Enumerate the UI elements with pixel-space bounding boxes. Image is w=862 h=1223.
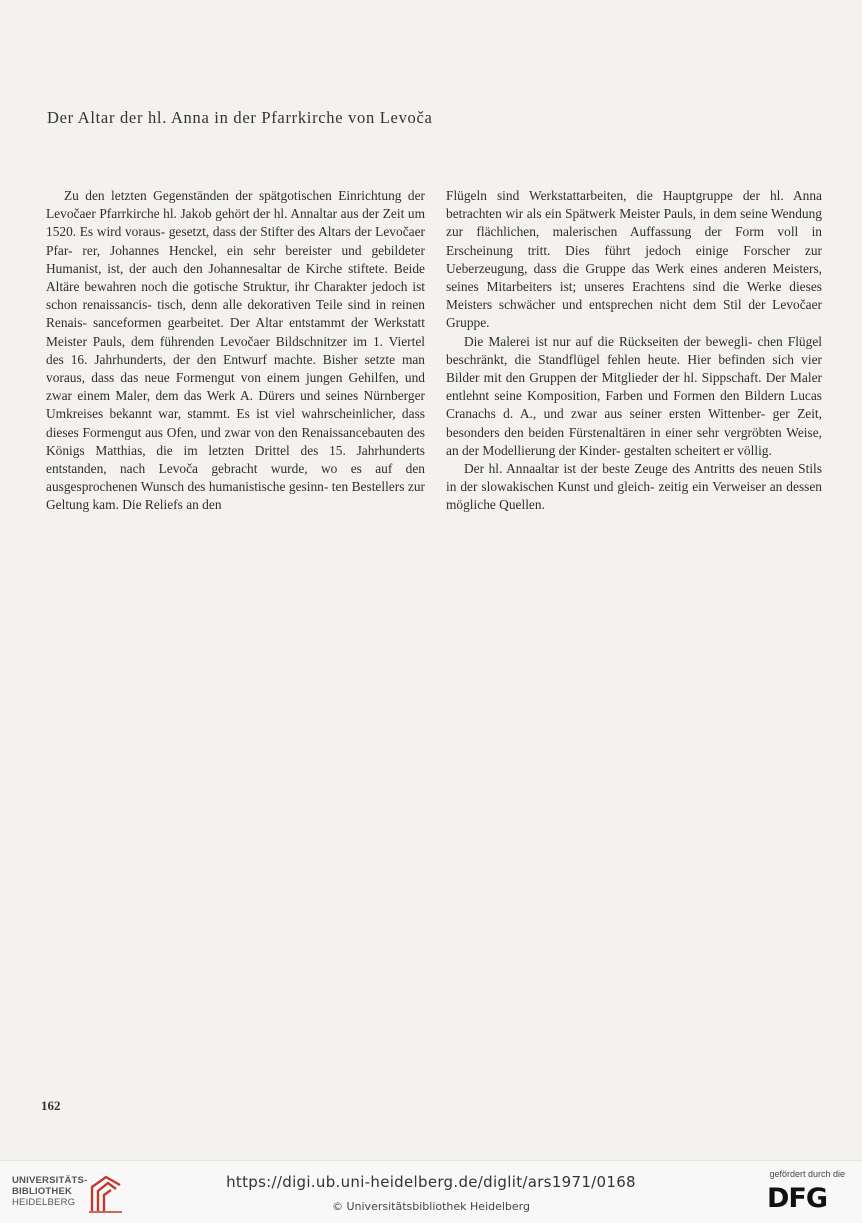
viewer-footer xyxy=(0,1160,862,1223)
dfg-caption: gefördert durch die xyxy=(769,1169,845,1179)
dfg-logo[interactable] xyxy=(755,1169,855,1219)
dfg-wordmark: DFG xyxy=(767,1183,828,1214)
library-name-line: BIBLIOTHEK xyxy=(12,1186,73,1197)
paragraph: Die Malerei ist nur auf die Rückseiten der bewegli- chen Flügel beschränkt, die Standflügel fehlen heute. Hier befinden sich vier Bilder mit den Gruppen der Mitglieder der hl. Sippschaft. Der Maler entlehnt seine Komposition, Farben und Formen den Bildern Lucas Cranachs d. A., und zwar aus seiner ersten Wittenber- ger Zeit, besonders den beiden Fürstenaltären in einer sehr vergröbten Weise, an der Modellierung der Kinder- gestalten scheitert er völlig. xyxy=(446,333,822,458)
copyright-notice: © Universitätsbibliothek Heidelberg xyxy=(331,1200,530,1213)
right-column xyxy=(446,187,822,515)
paragraph: Der hl. Annaaltar ist der beste Zeuge des Antritts des neuen Stils in der slowakischen Kunst und gleich- zeitig ein Verweiser an dessen mögliche Quellen. xyxy=(446,461,822,513)
paragraph: Flügeln sind Werkstattarbeiten, die Hauptgruppe der hl. Anna betrachten wir als ein Spätwerk Meister Pauls, in dem seine Wendung zur flächlichen, malerischen Auffassung der Form voll in Erscheinung tritt. Dies führt jedoch einige Forscher zur Ueberzeugung, dass die Gruppe das Werk eines anderen Meisters, seines Mitarbeiters ist; unseres Erachtens sind die Werke dieses Meisters schwächer und entsprechen nicht dem Stil der Levočaer Gruppe. xyxy=(446,188,822,331)
permalink-url[interactable]: https://digi.ub.uni-heidelberg.de/diglit/ars1971/0168 xyxy=(226,1173,636,1191)
left-column xyxy=(46,187,425,515)
library-name-line: UNIVERSITÄTS- xyxy=(12,1175,88,1186)
paragraph: Zu den letzten Gegenständen der spätgotischen Einrichtung der Levočaer Pfarrkirche hl. Jakob gehört der hl. Annaltar aus der Zeit um 1520. Es wird voraus- gesetzt, dass der Stifter des Altars der Levočaer Pfar- rer, Johannes Henckel, ein sehr bereister und gebildeter Humanist, ist, der auch den Johannesaltar de Kirche stiftete. Beide Altäre bewahren noch die gotische Struktur, ihr Charakter jedoch ist schon renaissancis- tisch, denn alle dekorativen Teile sind in reinen Renais- sanceformen gearbeitet. Der Altar entstammt der Werkstatt Meister Pauls, dem führenden Levočaer Bildschnitzer im 1. Viertel des 16. Jahrhunderts, der den Entwurf machte. Bisher setzte man voraus, dass das neue Formengut von einem jungen Gehilfen, und zwar einem Maler, dem das Werk A. Dürers und seines Nürnberger Umkreises bekannt war, stammt. Es ist viel wahrscheinlicher, dass dieses Formengut aus Ofen, und zwar von den Renaissancebauten des Königs Matthias, die im letzten Drittel des 15. Jahrhunderts entstanden, nach Levoča gebracht wurde, wo es auf den ausgesprochenen Wunsch des humanistische gesinn- ten Bestellers zur Geltung kam. Die Reliefs an den xyxy=(46,188,425,513)
library-name-line: HEIDELBERG xyxy=(12,1197,76,1208)
page-number: 162 xyxy=(41,1098,61,1113)
article-title: Der Altar der hl. Anna in der Pfarrkirche von Levoča xyxy=(47,108,433,127)
